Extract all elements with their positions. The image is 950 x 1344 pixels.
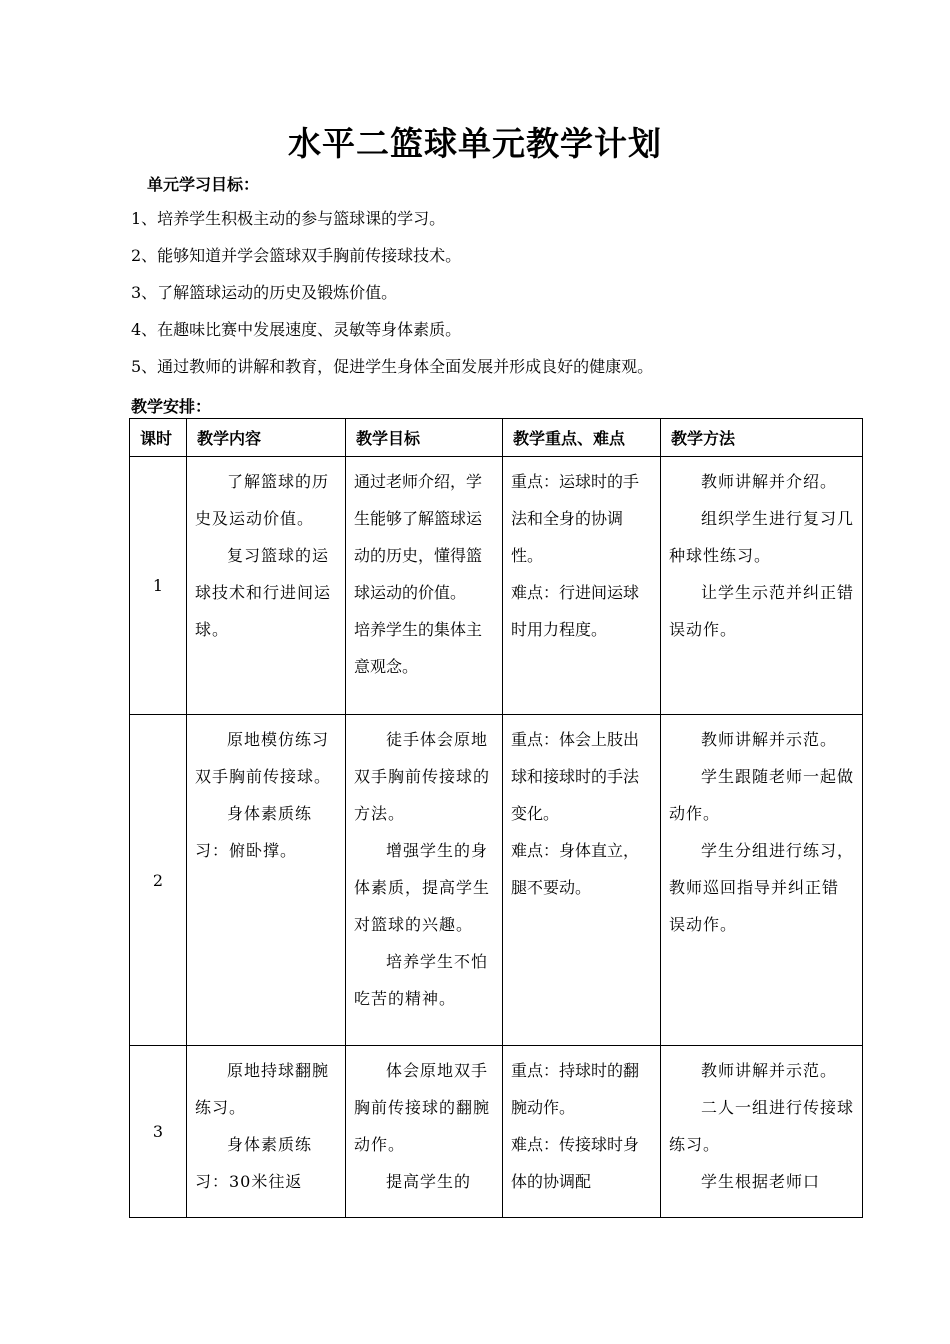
header-methods: 教学方法 [661,419,863,457]
goal-text: 徒手体会原地双手胸前传接球的方法。 [354,730,491,823]
method-text: 学生分组进行练习，教师巡回指导并纠正错误动作。 [669,841,855,934]
goal-item: 4、在趣味比赛中发展速度、灵敏等身体素质。 [131,320,462,339]
method-text: 学生根据老师口 [701,1172,821,1191]
table-row [130,715,863,1046]
goal-text: 体会原地双手胸前传接球的翻腕动作。 [354,1061,491,1154]
lesson-methods [661,715,863,1046]
lesson-content [187,1046,346,1218]
goal-text: 培养学生的集体主意观念。 [354,620,483,676]
schedule-heading: 教学安排： [131,397,212,416]
goal-item: 2、能够知道并学会篮球双手胸前传接球技术。 [131,246,462,265]
lesson-number: 3 [130,1046,187,1218]
content-item: 身体素质练习：俯卧撑。 [195,804,313,860]
teaching-schedule-table [129,418,863,1218]
method-text: 让学生示范并纠正错误动作。 [669,583,855,639]
goal-text: 培养学生不怕吃苦的精神。 [354,952,489,1008]
lesson-methods [661,1046,863,1218]
method-text: 二人一组进行传接球练习。 [669,1098,855,1154]
header-lesson: 课时 [130,419,187,457]
method-text: 组织学生进行复习几种球性练习。 [669,509,855,565]
goals-list [131,206,653,391]
lesson-number: 2 [130,715,187,1046]
goals-heading: 单元学习目标： [147,175,260,194]
focus-text: 重点：运球时的手法和全身的协调性。 [511,472,640,565]
lesson-methods [661,457,863,715]
table-row [130,1046,863,1218]
lesson-focus [503,715,661,1046]
method-text: 教师讲解并介绍。 [701,472,838,491]
content-item: 了解篮球的历史及运动价值。 [195,472,330,528]
goal-text: 通过老师介绍，学生能够了解篮球运动的历史，懂得篮球运动的价值。 [354,472,483,602]
focus-text: 重点：持球时的翻腕动作。 [511,1061,640,1117]
focus-text: 难点：传接球时身体的协调配 [511,1135,640,1191]
header-goals: 教学目标 [346,419,503,457]
lesson-content [187,715,346,1046]
lesson-goals [346,715,503,1046]
goal-item: 5、通过教师的讲解和教育，促进学生身体全面发展并形成良好的健康观。 [131,357,654,376]
content-item: 身体素质练习：30米往返 [195,1135,313,1191]
lesson-number: 1 [130,457,187,715]
goal-item: 1、培养学生积极主动的参与篮球课的学习。 [131,209,446,228]
lesson-focus [503,1046,661,1218]
header-focus: 教学重点、难点 [503,419,661,457]
focus-text: 难点：身体直立，腿不要动。 [511,841,640,897]
table-row [130,457,863,715]
content-item: 原地模仿练习双手胸前传接球。 [195,730,332,786]
content-item: 原地持球翻腕练习。 [195,1061,330,1117]
table-header-row [130,419,863,457]
method-text: 教师讲解并示范。 [701,1061,838,1080]
method-text: 教师讲解并示范。 [701,730,838,749]
method-text: 学生跟随老师一起做动作。 [669,767,855,823]
lesson-focus [503,457,661,715]
lesson-content [187,457,346,715]
header-content: 教学内容 [187,419,346,457]
goal-text: 增强学生的身体素质，提高学生对篮球的兴趣。 [354,841,491,934]
focus-text: 重点：体会上肢出球和接球时的手法变化。 [511,730,640,823]
content-item: 复习篮球的运球技术和行进间运球。 [195,546,332,639]
lesson-goals [346,457,503,715]
goal-item: 3、了解篮球运动的历史及锻炼价值。 [131,283,398,302]
document-title: 水平二篮球单元教学计划 [288,124,662,163]
lesson-goals [346,1046,503,1218]
goal-text: 提高学生的 [386,1172,472,1191]
focus-text: 难点：行进间运球时用力程度。 [511,583,640,639]
